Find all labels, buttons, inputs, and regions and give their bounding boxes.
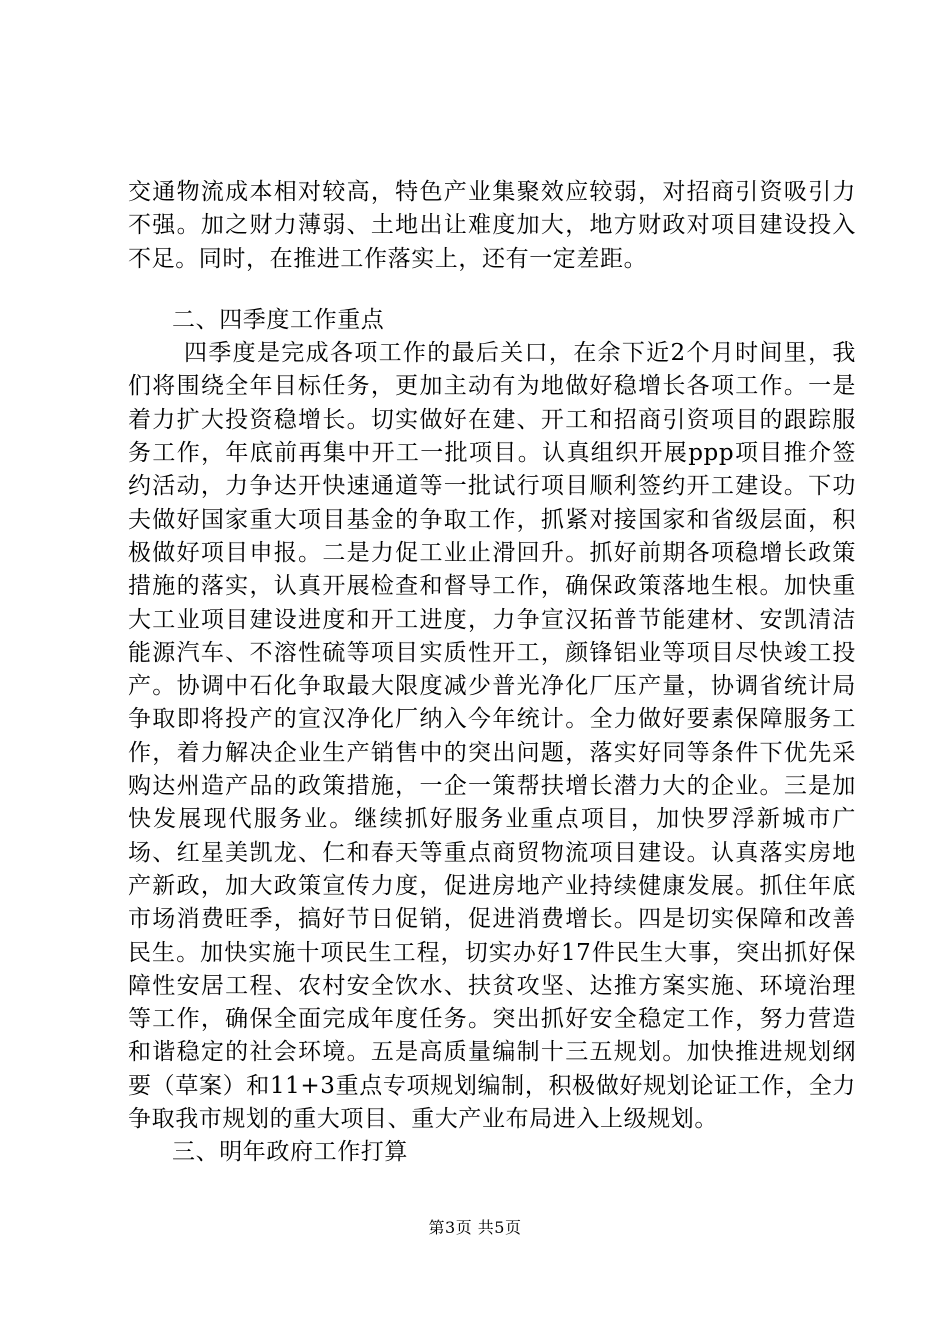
- document-body: [128, 176, 856, 1170]
- section-heading-3: 三、明年政府工作打算: [172, 1139, 408, 1166]
- paragraph-gap: [128, 276, 856, 304]
- page-number-footer: 第3页 共5页: [428, 1218, 522, 1237]
- continuation-paragraph: 交通物流成本相对较高，特色产业集聚效应较弱，对招商引资吸引力不强。加之财力薄弱、土地出让难度加大，地方财政对项目建设投入不足。同时，在推进工作落实上，还有一定差距。: [128, 179, 856, 272]
- section-heading-2: 二、四季度工作重点: [172, 306, 385, 333]
- section-2-paragraph: 四季度是完成各项工作的最后关口，在余下近2个月时间里，我们将围绕全年目标任务，更加主动有为地做好稳增长各项工作。一是着力扩大投资稳增长。切实做好在建、开工和招商引资项目的跟踪服务工作，年底前再集中开工一批项目。认真组织开展ppp项目推介签约活动，力争达开快速通道等一批试行项目顺利签约开工建设。下功夫做好国家重大项目基金的争取工作，抓紧对接国家和省级层面，积极做好项目申报。二是力促工业止滑回升。抓好前期各项稳增长政策措施的落实，认真开展检查和督导工作，确保政策落地生根。加快重大工业项目建设进度和开工进度，力争宣汉拓普节能建材、安凯清洁能源汽车、不溶性硫等项目实质性开工，颜锋铝业等项目尽快竣工投产。协调中石化争取最大限度减少普光净化厂压产量，协调省统计局争取即将投产的宣汉净化厂纳入今年统计。全力做好要素保障服务工作，着力解决企业生产销售中的突出问题，落实好同等条件下优先采购达州造产品的政策措施，一企一策帮扶增长潜力大的企业。三是加快发展现代服务业。继续抓好服务业重点项目，加快罗浮新城市广场、红星美凯龙、仁和春天等重点商贸物流项目建设。认真落实房地产新政，加大政策宣传力度，促进房地产业持续健康发展。抓住年底市场消费旺季，搞好节日促销，促进消费增长。四是切实保障和改善民生。加快实施十项民生工程，切实办好17件民生大事，突出抓好保障性安居工程、农村安全饮水、扶贫攻坚、达推方案实施、环境治理等工作，确保全面完成年度任务。突出抓好安全稳定工作，努力营造和谐稳定的社会环境。五是高质量编制十三五规划。加快推进规划纲要（草案）和11+3重点专项规划编制，积极做好规划论证工作，全力争取我市规划的重大项目、重大产业布局进入上级规划。: [128, 340, 856, 1133]
